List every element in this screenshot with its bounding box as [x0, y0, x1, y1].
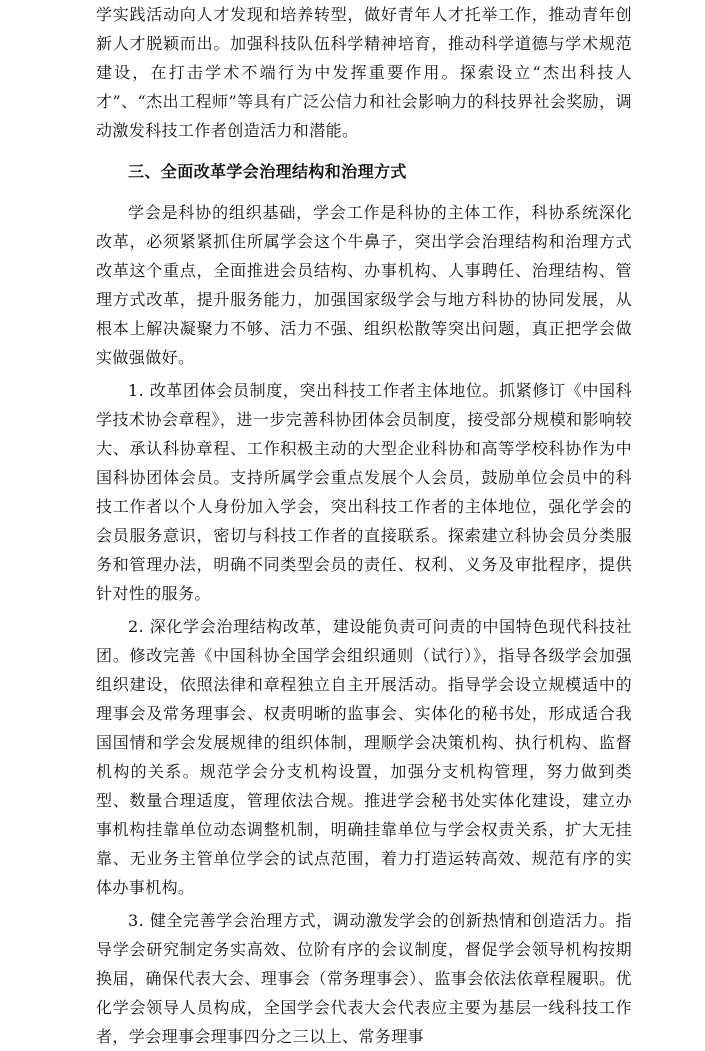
section-heading: 三、全面改革学会治理结构和治理方式 — [128, 162, 407, 181]
paragraph-item-3: 3. 健全完善学会治理方式，调动激发学会的创新热情和创造活力。指导学会研究制定务实高效、位阶有序的会议制度，督促学会领导机构按期换届，确保代表大会、理事会（常务理事会）、监事会依法依章程履职。优化学会领导人员构成，全国学会代表大会代表应主要为基层一线科技工作者，学会理事会理事四分之三以上、常务理事 — [96, 911, 632, 1046]
paragraph-intro: 学会是科协的组织基础，学会工作是科协的主体工作，科协系统深化改革，必须紧紧抓住所属学会这个牛鼻子，突出学会治理结构和治理方式改革这个重点，全面推进会员结构、办事机构、人事聘任、治理结构、管理方式改革，提升服务能力，加强国家级学会与地方科协的协同发展，从根本上解决凝聚力不够、活力不强、组织松散等突出问题，真正把学会做实做强做好。 — [96, 203, 632, 367]
paragraph-item-2: 2. 深化学会治理结构改革，建设能负责可问责的中国特色现代科技社团。修改完善《中国科协全国学会组织通则（试行）》，指导各级学会加强组织建设，依照法律和章程独立自主开展活动。指导学会设立规模适中的理事会及常务理事会、权责明晰的监事会、实体化的秘书处，形成适合我国国情和学会发展规律的组织体制，理顺学会决策机构、执行机构、监督机构的关系。规范学会分支机构设置，加强分支机构管理，努力做到类型、数量合理适度，管理依法合规。推进学会秘书处实体化建设，建立办事机构挂靠单位动态调整机制，明确挂靠单位与学会权责关系，扩大无挂靠、无业务主管单位学会的试点范围，着力打造运转高效、规范有序的实体办事机构。 — [96, 617, 632, 897]
document-page — [96, 0, 632, 1051]
paragraph-item-1: 1. 改革团体会员制度，突出科技工作者主体地位。抓紧修订《中国科学技术协会章程》，进一步完善科协团体会员制度，接受部分规模和影响较大、承认科协章程、工作积极主动的大型企业科协和高等学校科协作为中国科协团体会员。支持所属学会重点发展个人会员，鼓励单位会员中的科技工作者以个人身份加入学会，突出科技工作者的主体地位，强化学会的会员服务意识，密切与科技工作者的直接联系。探索建立科协会员分类服务和管理办法，明确不同类型会员的责任、权利、义务及审批程序，提供针对性的服务。 — [96, 381, 632, 603]
paragraph-continuation: 学实践活动向人才发现和培养转型，做好青年人才托举工作，推动青年创新人才脱颖而出。加强科技队伍科学精神培育，推动科学道德与学术规范建设，在打击学术不端行为中发挥重要作用。探索设立“杰出科技人才”、“杰出工程师”等具有广泛公信力和社会影响力的科技界社会奖励，调动激发科技工作者创造活力和潜能。 — [96, 5, 632, 140]
